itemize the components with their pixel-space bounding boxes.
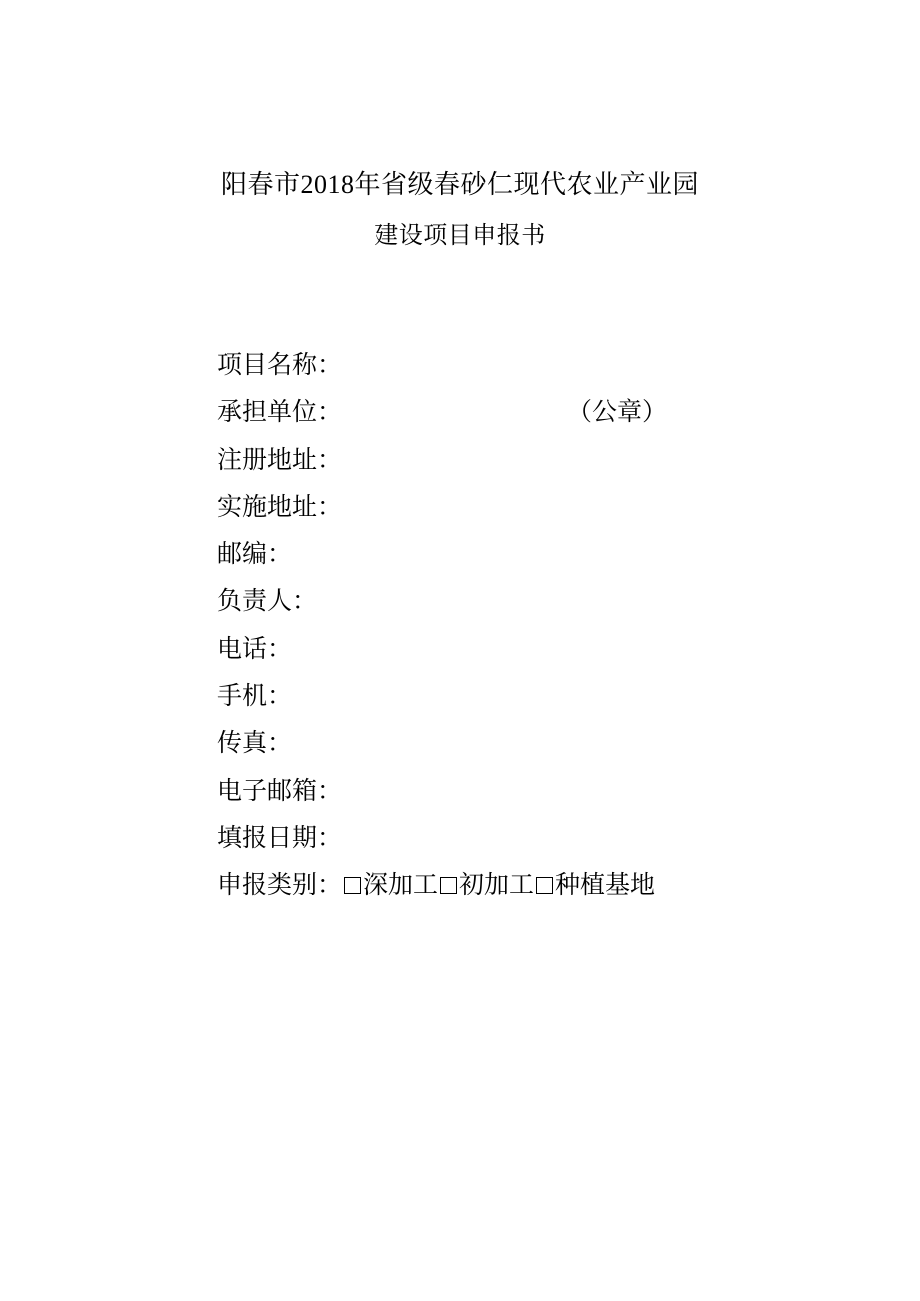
option-label: 初加工 <box>459 872 535 900</box>
field-postcode <box>217 535 817 582</box>
field-implementation-address <box>217 488 817 535</box>
checkbox-primary-processing[interactable] <box>440 877 457 894</box>
option-label: 深加工 <box>363 872 439 900</box>
field-label: 传真： <box>217 730 293 758</box>
field-label: 填报日期： <box>217 824 343 852</box>
document-title: 阳春市2018年省级春砂仁现代农业产业园 <box>220 170 699 199</box>
field-category <box>217 866 817 913</box>
option-label: 种植基地 <box>555 872 656 900</box>
official-seal-note: （公章） <box>567 399 668 427</box>
field-undertaking-unit <box>217 393 817 440</box>
form-fields <box>217 346 817 914</box>
field-label: 邮编： <box>217 541 293 569</box>
field-label: 负责人： <box>217 588 318 616</box>
checkbox-planting-base[interactable] <box>536 877 553 894</box>
document-subtitle: 建设项目申报书 <box>374 221 546 249</box>
field-fill-date <box>217 819 817 866</box>
field-label: 电话： <box>217 635 293 663</box>
field-label: 承担单位： <box>217 399 343 427</box>
field-label: 注册地址： <box>217 446 343 474</box>
field-mobile <box>217 677 817 724</box>
field-label: 手机： <box>217 683 293 711</box>
field-fax <box>217 724 817 771</box>
checkbox-deep-processing[interactable] <box>344 877 361 894</box>
field-telephone <box>217 630 817 677</box>
field-label: 申报类别： <box>217 872 343 900</box>
field-label: 电子邮箱： <box>217 777 343 805</box>
field-registered-address <box>217 441 817 488</box>
field-project-name <box>217 346 817 393</box>
field-email <box>217 772 817 819</box>
field-label: 项目名称： <box>217 352 343 379</box>
field-label: 实施地址： <box>217 493 343 521</box>
field-responsible-person <box>217 582 817 629</box>
